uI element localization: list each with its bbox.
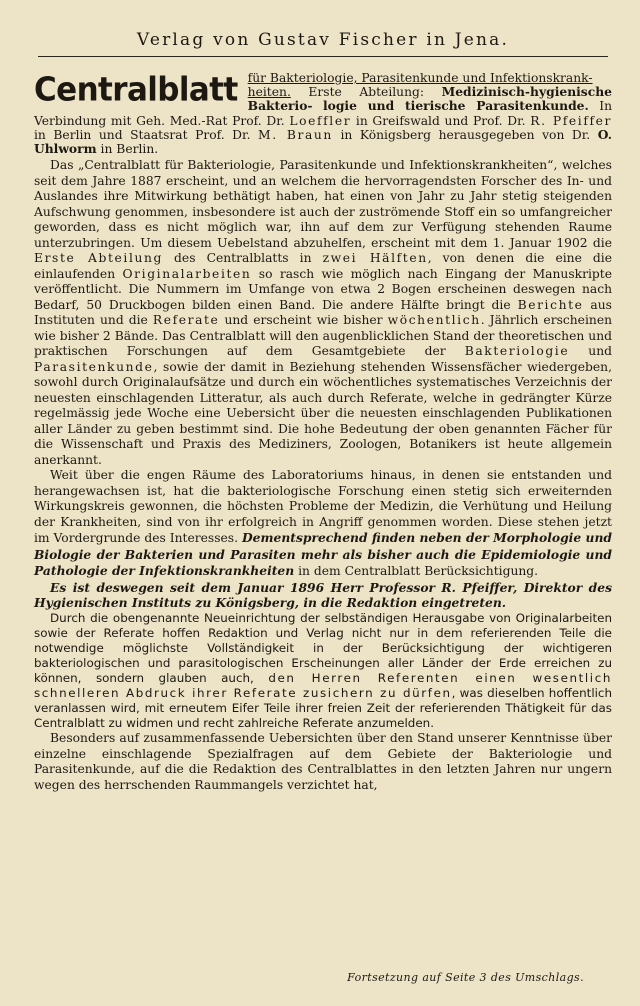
p4-text-b: , was dieselben hoffentlich veranlassen wird, mit erneutem Eifer Teile ihrer freien Zeit der referierenden Thätigkeit für das Centralblatt zu widmen und recht zahlreiche Referate anzumelden. [34,686,613,731]
lead-line-1: für Bakteriologie, Parasitenkunde und Infektionskrank- [247,71,593,85]
continuation-note: Fortsetzung auf Seite 3 des Umschlags. [347,971,584,984]
p1-woechentlich: wöchentlich [387,313,481,328]
lead-berlin: in Berlin und Staatsrat Prof. Dr. [34,127,259,142]
p1-originalarbeiten: Originalarbeiten [122,266,252,281]
lead-medizinisch: Medizinisch-hygienische Bakterio- [247,84,612,114]
p1-text-i: , sowie der damit in Beziehung stehenden Wissensfächer wiedergeben, sowohl durch Originalaufsätze und durch ein wöchentliches systematisches Verzeichnis der neuesten einschlagenden Litteratur, als auch durch Referate, welche in gedrängter Kürze regelmässig jede Woche eine Uebersicht über die neuesten einschlagenden Publikationen aller Länder zu geben bestimmt sind. Die hohe Bedeutung der oben genannten Fächer für die Wissenschaft und Praxis des Mediziners, Zoologen, Botanikers ist heute allgemein anerkannt. [34,359,612,467]
paragraph-5: Besonders auf zusammenfassende Uebersichten über den Stand unserer Kenntnisse über einzelne einschlagende Spezialfragen auf dem Gebiete der Bakteriologie und Parasitenkunde, auf die die Redaktion des Centralblattes in den letzten Jahren nur ungern wegen des herrschenden Raummangels verzichtet hat, [34,731,612,792]
p1-zwei-haelften: zwei Hälften [322,251,428,266]
p1-text-a: Das „Centralblatt für Bakteriologie, Parasitenkunde und Infektionskrankheiten“, welches seit dem Jahre 1887 erscheint, und an welchem die hervorragendsten Forscher des In- und Auslandes ihre Mitwirkung bethätigt haben, hat einen von Jahr zu Jahr stetig steigenden Aufschwung genommen, insbesondere ist auch der zuströmende Stoff ein so umfangreicher geworden, dass es nicht möglich war, ihn auf dem zur Verfügung stehenden Raume unterzubringen. Um diesem Uebelstand abzuhelfen, erscheint mit dem 1. Januar 1902 die [34,158,612,250]
journal-title: Centralblatt [34,70,238,109]
p1-parasitenkunde: Parasitenkunde [34,359,154,374]
p1-berichte: Berichte [517,297,584,312]
p1-erste-abteilung: Erste Abteilung [34,251,163,266]
p1-text-e: aus Instituten und die [34,297,612,328]
p1-referate: Referate [152,313,220,328]
name-braun: M. Braun [258,127,333,142]
publisher-header: Verlag von Gustav Fischer in Jena. [38,30,608,57]
p4-text-a: Durch die obengenannte Neueinrichtung der selbständigen Herausgabe von Originalarbeiten sowie der Referate hoffen Redaktion und Verlag nicht nur in dem referierenden Teile die notwendige möglichste Vollständigkeit in der Berücksichtigung der wichtigeren bakteriologischen und parasitologischen Erscheinungen aller Länder der Erde erreichen zu können, sondern glauben auch, [34,610,612,686]
paragraph-1 [34,158,612,468]
name-loeffler: Loeffler [289,113,352,128]
p1-text-d: so rasch wie möglich nach Eingang der Manuskripte veröffentlicht. Die Nummern im Umfange von etwa 2 Bogen erscheinen deswegen nach Bedarf, 50 Druckbogen bilden einen Band. Die andere Hälfte bringt die [34,266,612,312]
name-pfeiffer: R. Pfeiffer [530,113,612,128]
lead-greifswald: in Greifswald und Prof. Dr. [351,113,531,128]
lead-verbindung: In Verbindung mit Geh. Med.-Rat Prof. Dr. [34,99,612,128]
p1-text-c: , von denen die eine die einlaufenden [34,251,613,281]
lead-end: in Berlin. [96,142,159,157]
p2-text-b: in dem Centralblatt Berücksichtigung. [294,564,539,579]
title-block [34,71,612,156]
lead-erste: Erste Abteilung: [290,85,442,100]
p2-italic-emphasis: Dementsprechend finden neben der Morphologie und Biologie der Bakterien und Parasiten mehr als bisher auch die Epidemiologie und Pathologie der Infektionskrankheiten [34,530,612,579]
lead-tierische: logie und tierische Parasitenkunde. [322,98,589,114]
lead-koenigsberg: in Königsberg herausgegeben von Dr. [332,127,598,142]
p1-text-f: und erscheint wie bisher [219,313,388,328]
lead-heiten: heiten. [247,85,291,100]
p1-text-g: . Jährlich erscheinen wie bisher 2 Bände. Das Centralblatt will den augenblicklichen Stand der theoretischen und praktischen Forschungen auf dem Gesamtgebiete der [34,313,613,359]
p1-bakteriologie: Bakteriologie [464,344,570,359]
p2-text-a: Weit über die engen Räume des Laboratoriums hinaus, in denen sie entstanden und herangewachsen ist, hat die bakteriologische Forschung einen stetig sich erweiternden Wirkungskreis gewonnen, die höchsten Probleme der Medizin, die Verhütung und Heilung der Krankheiten, sind von ihr erfolgreich in Angriff genommen worden. Diese stehen jetzt im Vordergrunde des Interesses. [34,468,612,546]
paragraph-4 [34,611,612,732]
p4-spaced-emphasis: den Herren Referenten einen wesentlich schnelleren Abdruck ihrer Referate zusichern zu dürfen [34,671,612,701]
paragraph-3: Es ist deswegen seit dem Januar 1896 Herr Professor R. Pfeiffer, Direktor des Hygienischen Instituts zu Königsberg, in die Redaktion eingetreten. [34,579,612,611]
p1-text-h: und [569,344,612,359]
paragraph-2 [34,468,612,580]
name-uhlworm: O. Uhlworm [34,126,612,157]
p1-text-b: des Centralblatts in [163,251,323,266]
